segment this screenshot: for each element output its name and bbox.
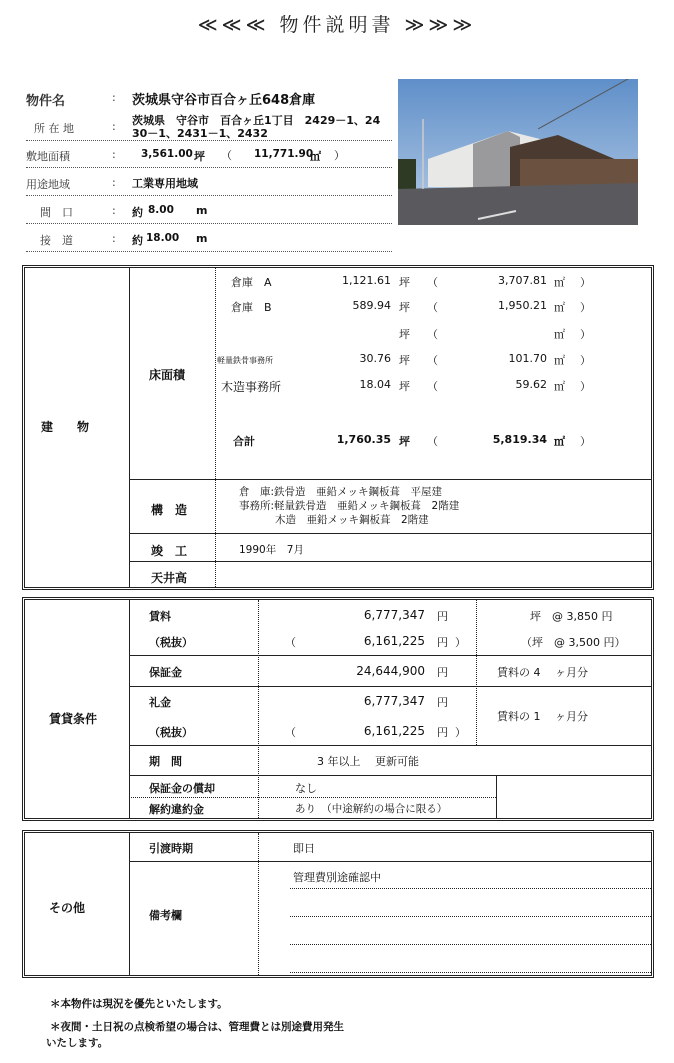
sqm-unit: ㎡ <box>554 301 565 314</box>
colon: : <box>112 204 116 217</box>
colon: : <box>112 176 116 189</box>
frontage-unit: m <box>196 204 208 217</box>
lease-section-label: 賃貸条件 <box>49 712 98 726</box>
open-paren: （ <box>221 149 232 162</box>
tsubo-unit: 坪 <box>399 276 410 289</box>
tsubo-unit: 坪 <box>399 380 410 393</box>
note-line: いたします。 <box>46 1037 109 1049</box>
location-row <box>26 111 392 141</box>
other-section-label: その他 <box>49 901 86 915</box>
floor-row-tsubo: 589.94 <box>352 299 391 312</box>
zoning-row <box>26 168 392 196</box>
property-name-row <box>26 88 392 110</box>
term-label: 期 間 <box>149 755 182 768</box>
location-label: 所 在 地 <box>34 122 74 135</box>
site-area-sqm: 11,771.90 <box>254 148 314 160</box>
floor-row-tsubo: 1,121.61 <box>342 274 391 287</box>
floor-area-label: 床面積 <box>149 368 186 382</box>
frontage-prefix: 約 <box>132 206 143 219</box>
deposit-note: 賃料の 4 ヶ月分 <box>497 666 588 679</box>
warehouse-photo-illustration <box>398 79 638 225</box>
open-paren: （ <box>427 435 438 448</box>
sqm-unit: ㎡ <box>554 276 565 289</box>
floor-row-name: 倉庫 B <box>231 301 272 314</box>
open-paren: （ <box>427 354 438 367</box>
floor-row-tsubo: 18.04 <box>359 378 391 391</box>
frontage-value: 8.00 <box>148 204 174 216</box>
penalty-label: 解約違約金 <box>149 803 204 816</box>
open-paren: （ <box>427 276 438 289</box>
rent-excl-tax-label: （税抜） <box>149 636 193 649</box>
colon: : <box>112 120 116 133</box>
note-line: ＊本物件は現況を優先といたします。 <box>50 998 228 1010</box>
rent-per-tsubo: 坪 @ 3,850 円 <box>530 610 613 623</box>
floor-row-name: 倉庫 A <box>231 276 272 289</box>
road-label: 接 道 <box>40 234 73 247</box>
key-money-label: 礼金 <box>149 696 171 709</box>
tsubo-unit: 坪 <box>194 150 205 163</box>
close-paren: ） <box>580 354 591 367</box>
structure-line: 事務所:軽量鉄骨造 亜鉛メッキ鋼板葺 2階建 <box>239 500 460 512</box>
site-area-row <box>26 141 392 168</box>
close-paren: ） <box>455 636 466 649</box>
structure-line: 倉 庫:鉄骨造 亜鉛メッキ鋼板葺 平屋建 <box>239 486 443 498</box>
yen-unit: 円 <box>437 726 448 739</box>
key-money-value: 6,777,347 <box>363 694 425 708</box>
road-value: 18.00 <box>146 232 180 244</box>
property-name-label: 物件名 <box>26 94 66 109</box>
close-paren: ） <box>580 328 591 341</box>
deposit-label: 保証金 <box>149 666 182 679</box>
frontage-row <box>26 196 392 224</box>
sqm-unit: ㎡ <box>554 380 565 393</box>
road-row <box>26 224 392 252</box>
sqm-unit: ㎡ <box>554 328 565 341</box>
site-area-tsubo: 3,561.00 <box>141 148 193 160</box>
yen-unit: 円 <box>437 610 448 623</box>
close-paren: ） <box>580 301 591 314</box>
structure-label: 構 造 <box>151 503 188 517</box>
location-value-line2: 30－1、2431－1、2432 <box>132 127 268 140</box>
close-paren: ） <box>580 380 591 393</box>
floor-row-sqm: 1,950.21 <box>498 299 547 312</box>
sqm-unit: ㎡ <box>310 150 321 163</box>
building-section <box>22 265 654 590</box>
rent-value: 6,777,347 <box>363 608 425 622</box>
building-section-label: 建 物 <box>41 420 90 434</box>
key-money-note: 賃料の 1 ヶ月分 <box>497 710 588 723</box>
remarks-line: 管理費別途確認中 <box>293 871 381 884</box>
zoning-label: 用途地域 <box>26 178 70 191</box>
open-paren: （ <box>427 301 438 314</box>
key-money-excl-tax-label: （税抜） <box>149 726 193 739</box>
sqm-unit: ㎡ <box>554 354 565 367</box>
floor-row-sqm: 3,707.81 <box>498 274 547 287</box>
deposit-value: 24,644,900 <box>356 664 425 678</box>
yen-unit: 円 <box>437 636 448 649</box>
property-name-value: 茨城県守谷市百合ヶ丘648倉庫 <box>132 93 316 108</box>
open-paren: （ <box>285 636 296 649</box>
other-section <box>22 830 654 978</box>
penalty-value: あり （中途解約の場合に限る） <box>295 803 448 815</box>
close-paren: ） <box>580 276 591 289</box>
sqm-unit: ㎡ <box>554 435 565 448</box>
rent-label: 賃料 <box>149 610 171 623</box>
deposit-amortization-label: 保証金の償却 <box>149 782 215 795</box>
location-value-line1: 茨城県 守谷市 百合ヶ丘1丁目 2429－1、24 <box>132 114 381 127</box>
floor-row-name: 木造事務所 <box>221 380 282 394</box>
ceiling-height-label: 天井高 <box>151 571 188 585</box>
colon: : <box>112 91 116 104</box>
lease-section <box>22 597 654 821</box>
total-sqm: 5,819.34 <box>492 433 547 446</box>
note-line: ＊夜間・土日祝の点検希望の場合は、管理費とは別途費用発生 <box>50 1021 344 1033</box>
handover-label: 引渡時期 <box>149 842 193 855</box>
floor-row-tsubo: 30.76 <box>359 352 391 365</box>
remarks-label: 備考欄 <box>149 909 182 922</box>
colon: : <box>112 232 116 245</box>
site-area-label: 敷地面積 <box>26 150 70 163</box>
key-money-excl-tax-value: 6,161,225 <box>363 724 425 738</box>
floor-row-sqm: 101.70 <box>508 352 547 365</box>
completion-value: 1990年 7月 <box>239 544 304 556</box>
open-paren: （ <box>427 380 438 393</box>
close-paren: ） <box>334 149 345 162</box>
term-value: 3 年以上 更新可能 <box>317 755 419 768</box>
frontage-label: 間 口 <box>40 206 73 219</box>
rent-per-tsubo-excl-tax: （坪 @ 3,500 円） <box>521 636 626 649</box>
tsubo-unit: 坪 <box>399 301 410 314</box>
close-paren: ） <box>580 435 591 448</box>
deposit-amortization-value: なし <box>295 782 317 795</box>
road-prefix: 約 <box>132 234 143 247</box>
open-paren: （ <box>285 726 296 739</box>
document-title: ≪≪≪ 物件説明書 ≫≫≫ <box>197 14 477 36</box>
property-photo <box>398 79 638 225</box>
zoning-value: 工業専用地域 <box>132 177 198 190</box>
open-paren: （ <box>427 328 438 341</box>
floor-row-sqm: 59.62 <box>515 378 547 391</box>
structure-line: 木造 亜鉛メッキ鋼板葺 2階建 <box>275 514 429 526</box>
floor-row-name: 軽量鉄骨事務所 <box>217 356 273 365</box>
colon: : <box>112 148 116 161</box>
total-label: 合計 <box>233 435 255 448</box>
completion-label: 竣 工 <box>151 544 188 558</box>
close-paren: ） <box>455 726 466 739</box>
tsubo-unit: 坪 <box>399 435 410 448</box>
tsubo-unit: 坪 <box>399 354 410 367</box>
tsubo-unit: 坪 <box>399 328 410 341</box>
total-tsubo: 1,760.35 <box>336 433 391 446</box>
handover-value: 即日 <box>293 842 315 855</box>
road-unit: m <box>196 232 208 245</box>
yen-unit: 円 <box>437 696 448 709</box>
rent-excl-tax-value: 6,161,225 <box>363 634 425 648</box>
yen-unit: 円 <box>437 666 448 679</box>
